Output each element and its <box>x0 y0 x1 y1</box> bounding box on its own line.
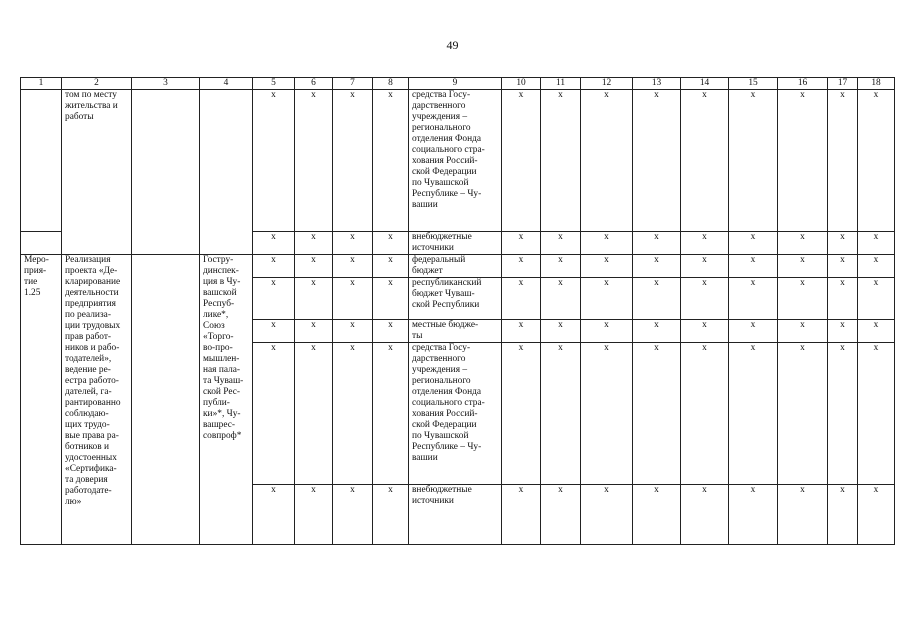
x-mark: x <box>373 90 409 232</box>
column-header-18: 18 <box>858 78 895 90</box>
cell-funding-source: внебюджетные источники <box>409 485 502 545</box>
x-mark: x <box>858 232 895 255</box>
x-mark: x <box>295 90 333 232</box>
cell-col1 <box>21 90 62 232</box>
column-header-17: 17 <box>828 78 858 90</box>
x-mark: x <box>681 343 729 485</box>
x-mark: x <box>778 278 828 320</box>
x-mark: x <box>581 90 633 232</box>
x-mark: x <box>828 90 858 232</box>
x-mark: x <box>502 320 541 343</box>
x-mark: x <box>633 343 681 485</box>
x-mark: x <box>729 485 778 545</box>
x-mark: x <box>729 90 778 232</box>
x-mark: x <box>858 343 895 485</box>
x-mark: x <box>858 255 895 278</box>
x-mark: x <box>633 278 681 320</box>
x-mark: x <box>581 232 633 255</box>
column-header-9: 9 <box>409 78 502 90</box>
cell-funding-source: республиканский бюджет Чуваш- ской Республики <box>409 278 502 320</box>
x-mark: x <box>541 343 581 485</box>
x-mark: x <box>858 320 895 343</box>
x-mark: x <box>729 255 778 278</box>
x-mark: x <box>333 90 373 232</box>
x-mark: x <box>681 90 729 232</box>
cell-col3 <box>132 255 200 545</box>
table-body <box>21 78 895 545</box>
x-mark: x <box>253 90 295 232</box>
column-header-15: 15 <box>729 78 778 90</box>
x-mark: x <box>729 232 778 255</box>
page-number: 49 <box>446 38 459 52</box>
header-row <box>21 78 895 90</box>
x-mark: x <box>778 90 828 232</box>
cell-activity-description: Реализация проекта «Де- кларирование деятельности предприятия по реализа- ции трудовых прав работ- ников и рабо- тодателей», ведение ре- естра работо- дателей, га- рантированно соблюдаю- щих трудо- вые права ра- ботников и удостоенных «Сертифика- та доверия работодате- лю» <box>62 255 132 545</box>
x-mark: x <box>778 320 828 343</box>
x-mark: x <box>633 90 681 232</box>
column-header-4: 4 <box>200 78 253 90</box>
x-mark: x <box>778 343 828 485</box>
column-header-14: 14 <box>681 78 729 90</box>
x-mark: x <box>581 485 633 545</box>
column-header-6: 6 <box>295 78 333 90</box>
cell-funding-source: внебюджетные источники <box>409 232 502 255</box>
x-mark: x <box>581 343 633 485</box>
x-mark: x <box>295 343 333 485</box>
column-header-1: 1 <box>21 78 62 90</box>
x-mark: x <box>253 255 295 278</box>
x-mark: x <box>681 278 729 320</box>
x-mark: x <box>502 90 541 232</box>
column-header-10: 10 <box>502 78 541 90</box>
column-header-3: 3 <box>132 78 200 90</box>
cell-description-continued: том по месту жительства и работы <box>62 90 132 255</box>
x-mark: x <box>541 485 581 545</box>
x-mark: x <box>778 255 828 278</box>
x-mark: x <box>502 232 541 255</box>
column-header-7: 7 <box>333 78 373 90</box>
x-mark: x <box>373 320 409 343</box>
x-mark: x <box>858 90 895 232</box>
column-header-2: 2 <box>62 78 132 90</box>
x-mark: x <box>295 485 333 545</box>
x-mark: x <box>333 343 373 485</box>
cell-col4 <box>200 90 253 255</box>
column-header-11: 11 <box>541 78 581 90</box>
x-mark: x <box>729 320 778 343</box>
x-mark: x <box>253 485 295 545</box>
x-mark: x <box>778 485 828 545</box>
x-mark: x <box>373 255 409 278</box>
x-mark: x <box>681 485 729 545</box>
x-mark: x <box>502 485 541 545</box>
x-mark: x <box>633 232 681 255</box>
x-mark: x <box>333 255 373 278</box>
x-mark: x <box>858 278 895 320</box>
x-mark: x <box>333 232 373 255</box>
cell-funding-source: средства Госу- дарственного учреждения – регионального отделения Фонда социального стра- хования Россий- ской Федерации по Чувашской Республике – Чу- вашии <box>409 343 502 485</box>
x-mark: x <box>828 232 858 255</box>
column-header-8: 8 <box>373 78 409 90</box>
x-mark: x <box>828 485 858 545</box>
column-header-5: 5 <box>253 78 295 90</box>
x-mark: x <box>858 485 895 545</box>
column-header-13: 13 <box>633 78 681 90</box>
x-mark: x <box>541 232 581 255</box>
x-mark: x <box>541 255 581 278</box>
x-mark: x <box>333 485 373 545</box>
x-mark: x <box>253 232 295 255</box>
x-mark: x <box>681 320 729 343</box>
x-mark: x <box>502 255 541 278</box>
cell-funding-source: федеральный бюджет <box>409 255 502 278</box>
x-mark: x <box>253 278 295 320</box>
cell-col1 <box>21 232 62 255</box>
cell-activity-number: Меро- прия- тие 1.25 <box>21 255 62 545</box>
x-mark: x <box>295 320 333 343</box>
x-mark: x <box>541 278 581 320</box>
x-mark: x <box>828 278 858 320</box>
x-mark: x <box>681 232 729 255</box>
column-header-16: 16 <box>778 78 828 90</box>
x-mark: x <box>633 255 681 278</box>
x-mark: x <box>541 90 581 232</box>
x-mark: x <box>253 320 295 343</box>
table-row <box>21 90 895 232</box>
cell-funding-source: местные бюдже- ты <box>409 320 502 343</box>
x-mark: x <box>633 485 681 545</box>
x-mark: x <box>333 320 373 343</box>
table-row <box>21 255 895 278</box>
cell-executors: Гостру- динспек- ция в Чу- вашской Респуб- лике*, Союз «Торго- во-про- мышлен- ная пала- та Чуваш- ской Рес- публи- ки»*, Чу- вашрес- совпроф* <box>200 255 253 545</box>
x-mark: x <box>373 278 409 320</box>
x-mark: x <box>729 278 778 320</box>
x-mark: x <box>581 320 633 343</box>
x-mark: x <box>502 278 541 320</box>
x-mark: x <box>333 278 373 320</box>
x-mark: x <box>778 232 828 255</box>
x-mark: x <box>729 343 778 485</box>
x-mark: x <box>681 255 729 278</box>
column-header-12: 12 <box>581 78 633 90</box>
cell-col3 <box>132 90 200 255</box>
x-mark: x <box>295 278 333 320</box>
cell-funding-source: средства Госу- дарственного учреждения – регионального отделения Фонда социального стра- хования Россий- ской Федерации по Чувашской Республике – Чу- вашии <box>409 90 502 232</box>
x-mark: x <box>373 343 409 485</box>
x-mark: x <box>581 278 633 320</box>
x-mark: x <box>253 343 295 485</box>
x-mark: x <box>828 255 858 278</box>
x-mark: x <box>295 232 333 255</box>
x-mark: x <box>828 343 858 485</box>
x-mark: x <box>828 320 858 343</box>
x-mark: x <box>541 320 581 343</box>
x-mark: x <box>581 255 633 278</box>
x-mark: x <box>502 343 541 485</box>
x-mark: x <box>633 320 681 343</box>
program-table <box>20 77 895 545</box>
x-mark: x <box>295 255 333 278</box>
x-mark: x <box>373 232 409 255</box>
x-mark: x <box>373 485 409 545</box>
